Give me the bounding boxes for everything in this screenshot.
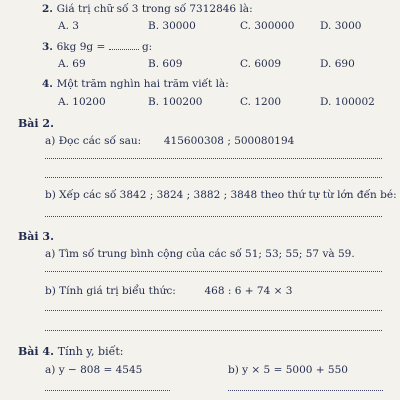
bai-3-answer-line-3 xyxy=(45,330,382,331)
q3-option-a: A. 69 xyxy=(58,58,86,70)
bai-3-part-a: a) Tìm số trung bình cộng của các số 51; 53; 55; 57 và 59. xyxy=(45,248,355,260)
bai-4-answer-line-b xyxy=(228,390,383,391)
q4-option-c: C. 1200 xyxy=(240,96,282,108)
bai-2-part-b: b) Xếp các số 3842 ; 3824 ; 3882 ; 3848 theo thứ tự từ lớn đến bé: xyxy=(45,189,397,201)
question-3-text-after: g: xyxy=(138,41,153,53)
bai-4-part-a: a) y − 808 = 4545 xyxy=(45,364,143,376)
bai-4-answer-line-a xyxy=(45,390,170,391)
bai-4-title xyxy=(18,345,124,358)
bai-3-answer-line-2 xyxy=(45,310,382,311)
bai-3-part-b-text: b) Tính giá trị biểu thức: xyxy=(45,285,176,297)
bai-2-answer-line-3 xyxy=(45,216,382,217)
bai-2-part-a xyxy=(45,135,294,147)
bai-3-part-b-expression: 468 : 6 + 74 × 3 xyxy=(204,285,293,297)
q3-option-c: C. 6009 xyxy=(240,58,282,70)
q2-option-c: C. 300000 xyxy=(240,20,295,32)
bai-2-answer-line-2 xyxy=(45,177,382,178)
q3-option-b: B. 609 xyxy=(148,58,183,70)
q4-option-a: A. 10200 xyxy=(58,96,106,108)
question-2-number: 2. xyxy=(42,3,53,15)
bai-4-part-b: b) y × 5 = 5000 + 550 xyxy=(228,364,348,376)
q2-option-d: D. 3000 xyxy=(320,20,362,32)
bai-2-part-a-text: a) Đọc các số sau: xyxy=(45,135,142,147)
bai-4-title-label: Bài 4. xyxy=(18,345,54,358)
question-4-number: 4. xyxy=(42,78,53,90)
bai-2-part-a-numbers: 415600308 ; 500080194 xyxy=(163,135,295,147)
bai-2-title: Bài 2. xyxy=(18,117,54,130)
q2-option-b: B. 30000 xyxy=(148,20,196,32)
q4-option-b: B. 100200 xyxy=(148,96,203,108)
question-3-blank xyxy=(109,41,139,50)
question-3 xyxy=(42,41,152,53)
question-4 xyxy=(42,78,229,90)
question-3-text-before: 6kg 9g = xyxy=(56,41,109,53)
bai-2-answer-line-1 xyxy=(45,158,382,159)
bai-3-part-b xyxy=(45,285,292,297)
question-3-number: 3. xyxy=(42,41,53,53)
q3-option-d: D. 690 xyxy=(320,58,355,70)
question-2-text: Giá trị chữ số 3 trong số 7312846 là: xyxy=(56,3,253,15)
bai-3-title: Bài 3. xyxy=(18,230,54,243)
question-4-text: Một trăm nghìn hai trăm viết là: xyxy=(56,78,229,90)
bai-4-subtitle: Tính y, biết: xyxy=(57,345,124,358)
bai-3-answer-line-1 xyxy=(45,271,382,272)
question-2 xyxy=(42,3,253,15)
q4-option-d: D. 100002 xyxy=(320,96,375,108)
q2-option-a: A. 3 xyxy=(58,20,79,32)
